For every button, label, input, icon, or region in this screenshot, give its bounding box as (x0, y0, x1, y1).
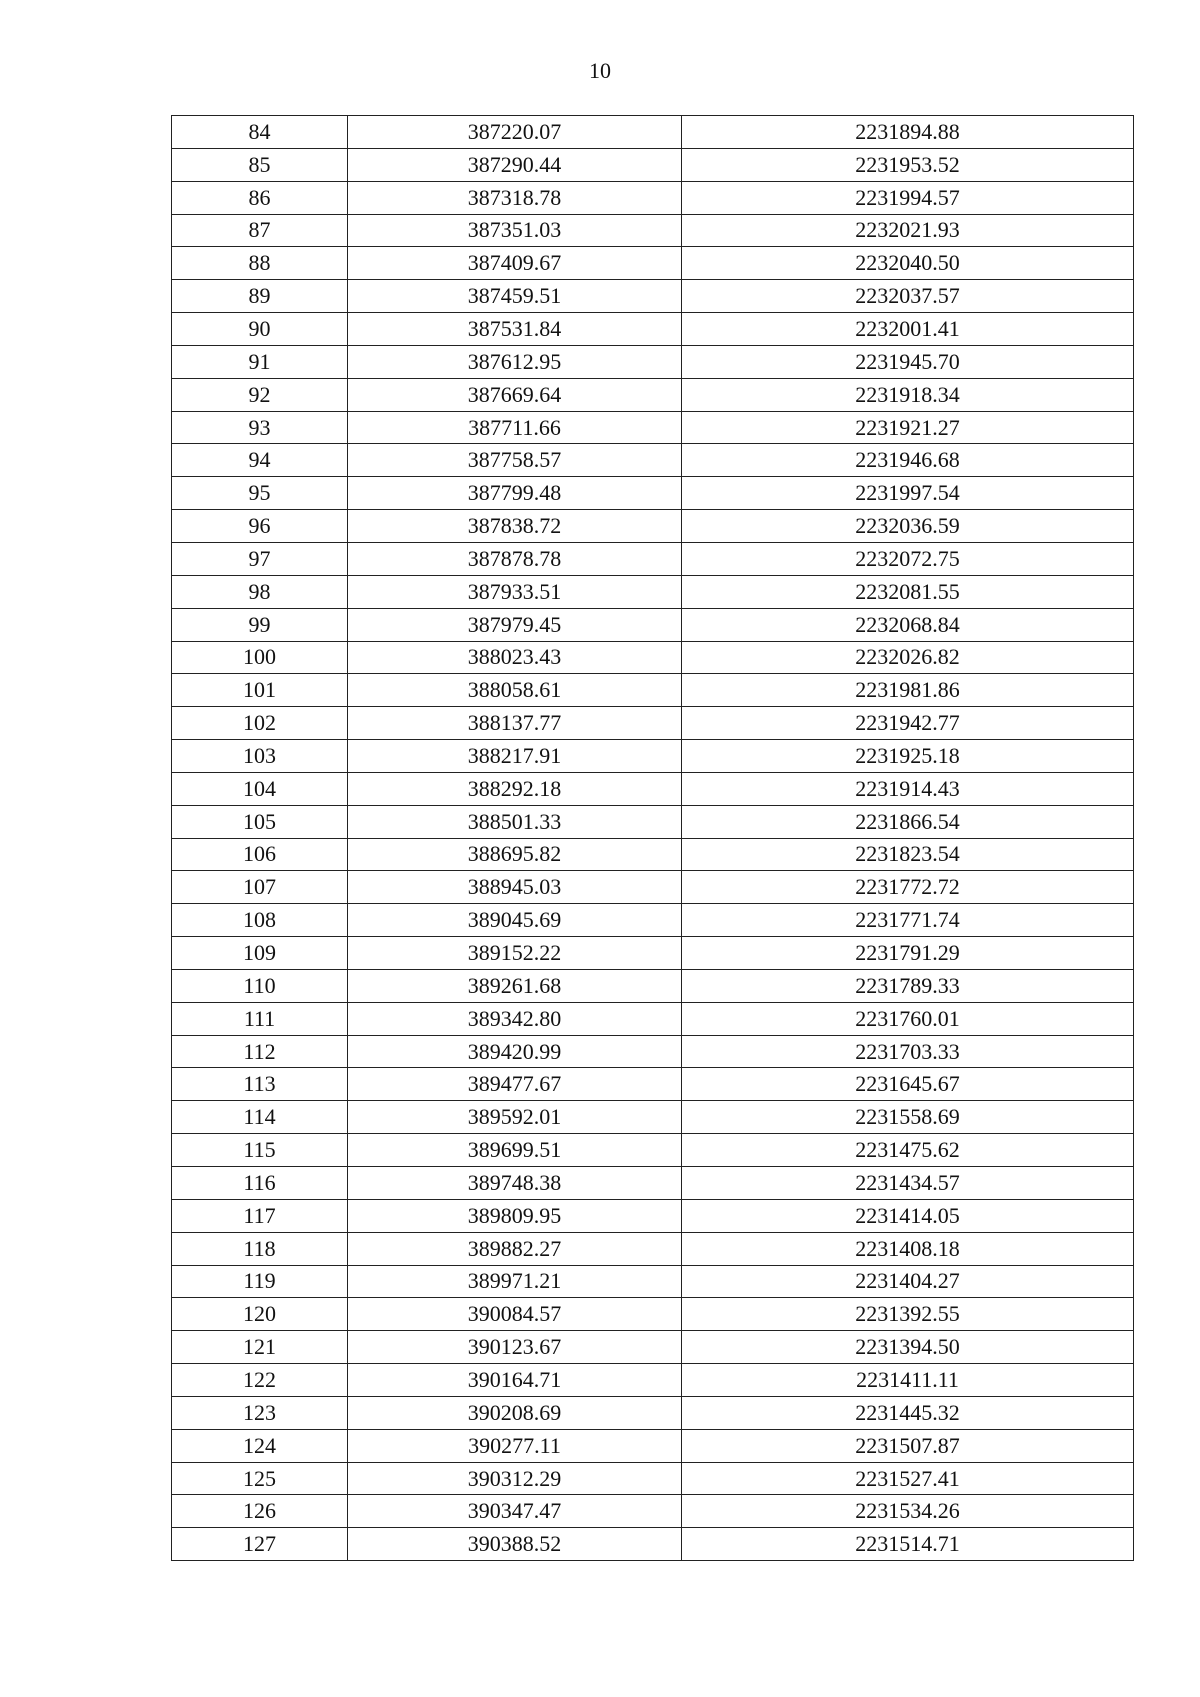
x-coordinate-cell: 387290.44 (348, 148, 682, 181)
point-number-cell: 84 (172, 116, 348, 149)
table-row (172, 148, 1134, 181)
y-coordinate-cell: 2232068.84 (682, 608, 1134, 641)
point-number-cell: 103 (172, 740, 348, 773)
point-number-cell: 122 (172, 1364, 348, 1397)
x-coordinate-cell: 387669.64 (348, 378, 682, 411)
x-coordinate-cell: 389477.67 (348, 1068, 682, 1101)
point-number-cell: 116 (172, 1167, 348, 1200)
point-number-cell: 120 (172, 1298, 348, 1331)
y-coordinate-cell: 2231997.54 (682, 477, 1134, 510)
y-coordinate-cell: 2231475.62 (682, 1134, 1134, 1167)
y-coordinate-cell: 2231946.68 (682, 444, 1134, 477)
x-coordinate-cell: 389882.27 (348, 1232, 682, 1265)
table-row (172, 575, 1134, 608)
x-coordinate-cell: 388695.82 (348, 838, 682, 871)
point-number-cell: 97 (172, 542, 348, 575)
table-row (172, 1495, 1134, 1528)
table-row (172, 1134, 1134, 1167)
x-coordinate-cell: 387878.78 (348, 542, 682, 575)
point-number-cell: 100 (172, 641, 348, 674)
y-coordinate-cell: 2231404.27 (682, 1265, 1134, 1298)
point-number-cell: 89 (172, 280, 348, 313)
y-coordinate-cell: 2231866.54 (682, 805, 1134, 838)
x-coordinate-cell: 390123.67 (348, 1331, 682, 1364)
x-coordinate-cell: 388501.33 (348, 805, 682, 838)
coordinate-table (171, 115, 1134, 1561)
point-number-cell: 114 (172, 1101, 348, 1134)
x-coordinate-cell: 387612.95 (348, 345, 682, 378)
point-number-cell: 91 (172, 345, 348, 378)
x-coordinate-cell: 388137.77 (348, 707, 682, 740)
y-coordinate-cell: 2231771.74 (682, 904, 1134, 937)
x-coordinate-cell: 389420.99 (348, 1035, 682, 1068)
table-row (172, 247, 1134, 280)
y-coordinate-cell: 2231414.05 (682, 1199, 1134, 1232)
x-coordinate-cell: 390277.11 (348, 1429, 682, 1462)
table-row (172, 740, 1134, 773)
y-coordinate-cell: 2231534.26 (682, 1495, 1134, 1528)
table-row (172, 313, 1134, 346)
point-number-cell: 96 (172, 510, 348, 543)
x-coordinate-cell: 389971.21 (348, 1265, 682, 1298)
table-row (172, 378, 1134, 411)
y-coordinate-cell: 2232037.57 (682, 280, 1134, 313)
table-row (172, 1068, 1134, 1101)
point-number-cell: 98 (172, 575, 348, 608)
y-coordinate-cell: 2231703.33 (682, 1035, 1134, 1068)
y-coordinate-cell: 2231953.52 (682, 148, 1134, 181)
y-coordinate-cell: 2231921.27 (682, 411, 1134, 444)
y-coordinate-cell: 2231445.32 (682, 1396, 1134, 1429)
table-row (172, 707, 1134, 740)
table-row (172, 969, 1134, 1002)
y-coordinate-cell: 2231791.29 (682, 937, 1134, 970)
point-number-cell: 90 (172, 313, 348, 346)
point-number-cell: 119 (172, 1265, 348, 1298)
y-coordinate-cell: 2231981.86 (682, 674, 1134, 707)
y-coordinate-cell: 2232026.82 (682, 641, 1134, 674)
x-coordinate-cell: 389045.69 (348, 904, 682, 937)
point-number-cell: 88 (172, 247, 348, 280)
x-coordinate-cell: 387799.48 (348, 477, 682, 510)
table-row (172, 444, 1134, 477)
table-row (172, 1331, 1134, 1364)
y-coordinate-cell: 2231918.34 (682, 378, 1134, 411)
page-number: 10 (589, 58, 611, 83)
table-row (172, 214, 1134, 247)
point-number-cell: 107 (172, 871, 348, 904)
x-coordinate-cell: 390312.29 (348, 1462, 682, 1495)
point-number-cell: 121 (172, 1331, 348, 1364)
point-number-cell: 118 (172, 1232, 348, 1265)
point-number-cell: 111 (172, 1002, 348, 1035)
x-coordinate-cell: 390347.47 (348, 1495, 682, 1528)
y-coordinate-cell: 2232036.59 (682, 510, 1134, 543)
y-coordinate-cell: 2231408.18 (682, 1232, 1134, 1265)
y-coordinate-cell: 2231392.55 (682, 1298, 1134, 1331)
y-coordinate-cell: 2231789.33 (682, 969, 1134, 1002)
table-row (172, 1199, 1134, 1232)
point-number-cell: 101 (172, 674, 348, 707)
x-coordinate-cell: 387318.78 (348, 181, 682, 214)
x-coordinate-cell: 387933.51 (348, 575, 682, 608)
table-row (172, 1462, 1134, 1495)
y-coordinate-cell: 2231507.87 (682, 1429, 1134, 1462)
table-row (172, 411, 1134, 444)
table-row (172, 477, 1134, 510)
table-row (172, 280, 1134, 313)
table-row (172, 1429, 1134, 1462)
x-coordinate-cell: 387409.67 (348, 247, 682, 280)
y-coordinate-cell: 2231514.71 (682, 1528, 1134, 1561)
y-coordinate-cell: 2231942.77 (682, 707, 1134, 740)
table-row (172, 838, 1134, 871)
x-coordinate-cell: 390164.71 (348, 1364, 682, 1397)
x-coordinate-cell: 390208.69 (348, 1396, 682, 1429)
point-number-cell: 99 (172, 608, 348, 641)
table-row (172, 181, 1134, 214)
point-number-cell: 105 (172, 805, 348, 838)
x-coordinate-cell: 387711.66 (348, 411, 682, 444)
table-row (172, 510, 1134, 543)
y-coordinate-cell: 2231925.18 (682, 740, 1134, 773)
table-row (172, 805, 1134, 838)
table-row (172, 641, 1134, 674)
table-row (172, 1232, 1134, 1265)
point-number-cell: 104 (172, 772, 348, 805)
point-number-cell: 87 (172, 214, 348, 247)
table-row (172, 772, 1134, 805)
y-coordinate-cell: 2231760.01 (682, 1002, 1134, 1035)
x-coordinate-cell: 389261.68 (348, 969, 682, 1002)
x-coordinate-cell: 387531.84 (348, 313, 682, 346)
x-coordinate-cell: 390084.57 (348, 1298, 682, 1331)
x-coordinate-cell: 388292.18 (348, 772, 682, 805)
table-row (172, 1002, 1134, 1035)
x-coordinate-cell: 388023.43 (348, 641, 682, 674)
point-number-cell: 95 (172, 477, 348, 510)
table-row (172, 1265, 1134, 1298)
y-coordinate-cell: 2231411.11 (682, 1364, 1134, 1397)
x-coordinate-cell: 387838.72 (348, 510, 682, 543)
y-coordinate-cell: 2231994.57 (682, 181, 1134, 214)
x-coordinate-cell: 387459.51 (348, 280, 682, 313)
point-number-cell: 124 (172, 1429, 348, 1462)
point-number-cell: 94 (172, 444, 348, 477)
point-number-cell: 115 (172, 1134, 348, 1167)
table-row (172, 1167, 1134, 1200)
point-number-cell: 110 (172, 969, 348, 1002)
point-number-cell: 109 (172, 937, 348, 970)
y-coordinate-cell: 2231914.43 (682, 772, 1134, 805)
point-number-cell: 117 (172, 1199, 348, 1232)
x-coordinate-cell: 388945.03 (348, 871, 682, 904)
x-coordinate-cell: 388217.91 (348, 740, 682, 773)
y-coordinate-cell: 2231645.67 (682, 1068, 1134, 1101)
y-coordinate-cell: 2231527.41 (682, 1462, 1134, 1495)
x-coordinate-cell: 389152.22 (348, 937, 682, 970)
table-row (172, 542, 1134, 575)
y-coordinate-cell: 2232081.55 (682, 575, 1134, 608)
table-row (172, 116, 1134, 149)
point-number-cell: 108 (172, 904, 348, 937)
x-coordinate-cell: 388058.61 (348, 674, 682, 707)
point-number-cell: 123 (172, 1396, 348, 1429)
x-coordinate-cell: 389809.95 (348, 1199, 682, 1232)
point-number-cell: 93 (172, 411, 348, 444)
point-number-cell: 112 (172, 1035, 348, 1068)
y-coordinate-cell: 2232040.50 (682, 247, 1134, 280)
y-coordinate-cell: 2232072.75 (682, 542, 1134, 575)
point-number-cell: 127 (172, 1528, 348, 1561)
table-row (172, 1396, 1134, 1429)
point-number-cell: 125 (172, 1462, 348, 1495)
x-coordinate-cell: 389592.01 (348, 1101, 682, 1134)
point-number-cell: 86 (172, 181, 348, 214)
y-coordinate-cell: 2231772.72 (682, 871, 1134, 904)
point-number-cell: 85 (172, 148, 348, 181)
x-coordinate-cell: 387758.57 (348, 444, 682, 477)
table-row (172, 608, 1134, 641)
table-row (172, 904, 1134, 937)
x-coordinate-cell: 390388.52 (348, 1528, 682, 1561)
x-coordinate-cell: 387979.45 (348, 608, 682, 641)
table-row (172, 345, 1134, 378)
point-number-cell: 126 (172, 1495, 348, 1528)
table-row (172, 871, 1134, 904)
point-number-cell: 113 (172, 1068, 348, 1101)
coordinate-table-body (172, 116, 1134, 1561)
y-coordinate-cell: 2232001.41 (682, 313, 1134, 346)
y-coordinate-cell: 2231823.54 (682, 838, 1134, 871)
y-coordinate-cell: 2231945.70 (682, 345, 1134, 378)
point-number-cell: 106 (172, 838, 348, 871)
x-coordinate-cell: 389748.38 (348, 1167, 682, 1200)
y-coordinate-cell: 2231558.69 (682, 1101, 1134, 1134)
table-row (172, 1528, 1134, 1561)
x-coordinate-cell: 389342.80 (348, 1002, 682, 1035)
x-coordinate-cell: 387220.07 (348, 116, 682, 149)
x-coordinate-cell: 387351.03 (348, 214, 682, 247)
table-row (172, 1035, 1134, 1068)
table-row (172, 937, 1134, 970)
y-coordinate-cell: 2231434.57 (682, 1167, 1134, 1200)
table-row (172, 1101, 1134, 1134)
y-coordinate-cell: 2232021.93 (682, 214, 1134, 247)
y-coordinate-cell: 2231894.88 (682, 116, 1134, 149)
x-coordinate-cell: 389699.51 (348, 1134, 682, 1167)
y-coordinate-cell: 2231394.50 (682, 1331, 1134, 1364)
table-row (172, 674, 1134, 707)
table-row (172, 1298, 1134, 1331)
table-row (172, 1364, 1134, 1397)
point-number-cell: 92 (172, 378, 348, 411)
point-number-cell: 102 (172, 707, 348, 740)
